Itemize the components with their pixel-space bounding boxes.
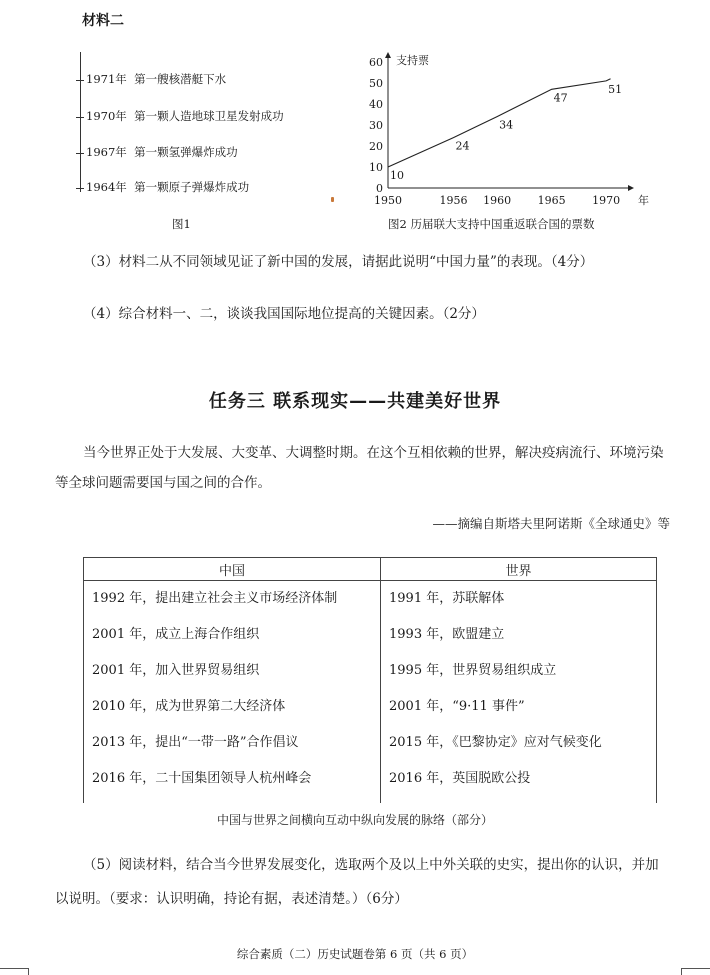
data-label: 24: [455, 139, 470, 153]
chart-marks: [388, 79, 622, 182]
x-tick-label: 1956: [439, 194, 468, 207]
china-world-table: [83, 557, 657, 803]
table-cell: 2010 年，成为世界第二大经济体: [92, 699, 286, 714]
table-cell: 1992 年，提出建立社会主义市场经济体制: [92, 591, 338, 606]
timeline-item: 1971年 第一艘核潜艇下水: [76, 71, 226, 87]
table-cell: 2015 年，《巴黎协定》应对气候变化: [389, 735, 602, 750]
table-cell: 2001 年，加入世界贸易组织: [92, 663, 260, 678]
y-axis-label: 支持票: [396, 54, 429, 67]
table-caption: 中国与世界之间横向互动中纵向发展的脉络（部分）: [216, 813, 493, 827]
table-cell: 1991 年，苏联解体: [389, 591, 505, 606]
y-tick-label: 50: [369, 77, 383, 90]
table-cell: 1993 年，欧盟建立: [389, 627, 505, 642]
data-label: 47: [553, 91, 568, 105]
table-cell: 1995 年，世界贸易组织成立: [389, 663, 557, 678]
question-3: （3）材料二从不同领域见证了新中国的发展，请据此说明“中国力量”的表现。（4分）: [83, 254, 594, 270]
table-cell: 2013 年，提出“一带一路”合作倡议: [92, 735, 299, 750]
table-header-china: 中国: [84, 558, 381, 581]
world-column: [381, 581, 657, 804]
question-4: （4）综合材料一、二，谈谈我国国际地位提高的关键因素。（2分）: [83, 306, 485, 322]
x-tick-label: 1965: [537, 194, 566, 207]
x-axis-label: 年: [638, 194, 649, 207]
y-tick-label: 30: [369, 119, 383, 132]
data-label: 51: [608, 82, 623, 96]
question-5: （5）阅读材料，结合当今世界发展变化，选取两个及以上中外关联的史实，提出你的认识，并加以说明。（要求：认识明确，持论有据，表述清楚。）（6分）: [55, 857, 659, 907]
y-tick-label: 60: [369, 56, 383, 69]
data-label: 34: [499, 118, 514, 132]
timeline-item: 1964年 第一颗原子弹爆炸成功: [76, 179, 249, 195]
figure2-caption: 图2 历届联大支持中国重返联合国的票数: [388, 217, 595, 231]
table-cell: 2001 年，“9·11 事件”: [389, 699, 525, 714]
support-votes-chart: [360, 50, 660, 215]
y-tick-label: 0: [376, 182, 383, 195]
corner-mark-right: [681, 968, 710, 975]
timeline-figure: [76, 46, 336, 196]
timeline-item: 1967年 第一颗氢弹爆炸成功: [76, 144, 238, 160]
page-footer: 综合素质（二）历史试题卷第 6 页（共 6 页）: [236, 947, 474, 961]
data-label: 10: [390, 169, 404, 182]
china-column: [84, 581, 381, 804]
x-tick-label: 1970: [592, 194, 621, 207]
y-tick-label: 10: [369, 161, 383, 174]
source-citation: ——摘编自斯塔夫里阿诺斯《全球通史》等: [432, 516, 670, 531]
corner-mark-left: [0, 968, 29, 975]
table-cell: 2016 年，二十国集团领导人杭州峰会: [92, 771, 312, 786]
x-axis-arrow: [628, 185, 634, 191]
table-cell: 2001 年，成立上海合作组织: [92, 627, 260, 642]
table-header-world: 世界: [381, 558, 657, 581]
timeline-item: 1970年 第一颗人造地球卫星发射成功: [76, 108, 284, 124]
material-title: 材料二: [82, 13, 124, 29]
figure1-caption: 图1: [172, 217, 191, 231]
x-tick-label: 1950: [374, 194, 402, 207]
material-paragraph: 当今世界正处于大发展、大变革、大调整时期。在这个互相依赖的世界，解决疫病流行、环境污染等全球问题需要国与国之间的合作。: [55, 445, 664, 491]
task-title: 任务三 联系现实——共建美好世界: [208, 391, 502, 412]
y-tick-label: 40: [369, 98, 383, 111]
y-axis-arrow: [385, 52, 391, 58]
stray-mark: [331, 197, 334, 202]
table-cell: 2016 年，英国脱欧公投: [389, 771, 531, 786]
y-tick-label: 20: [369, 140, 383, 153]
x-tick-label: 1960: [483, 194, 512, 207]
